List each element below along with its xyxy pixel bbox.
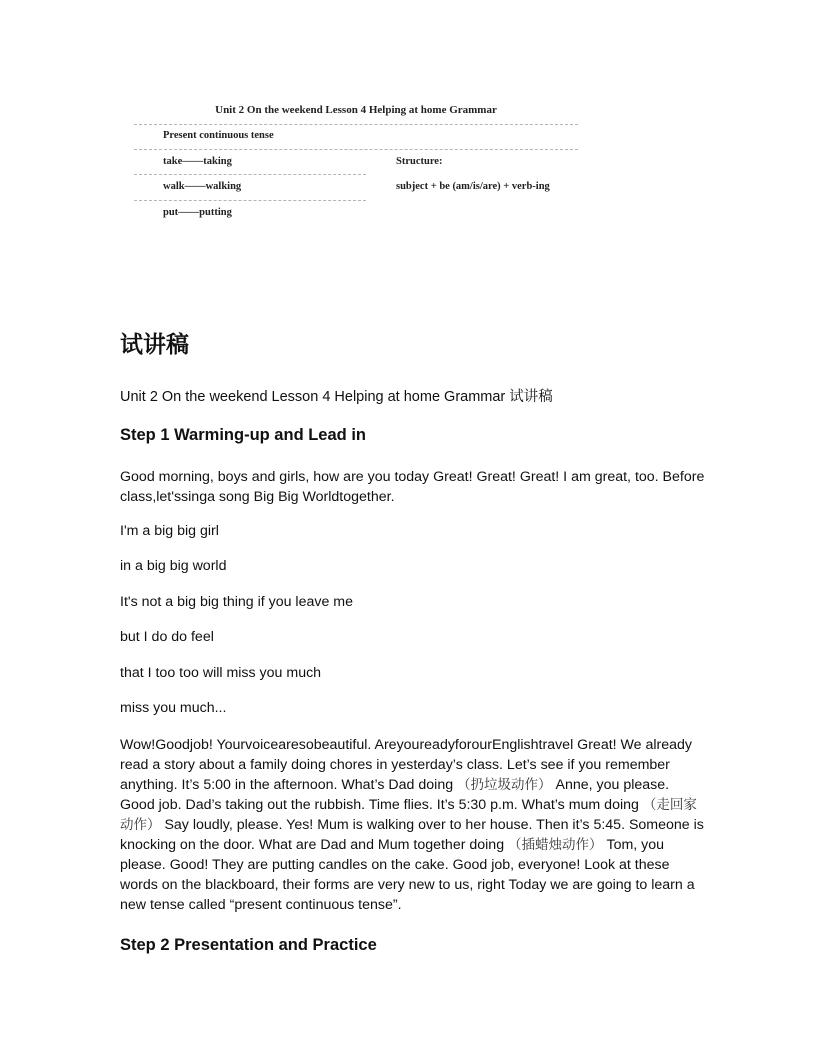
step1-heading: Step 1 Warming-up and Lead in [120, 426, 366, 444]
lyric-line: miss you much... [120, 700, 227, 716]
lyric-line: in a big big world [120, 558, 227, 574]
board-title: Unit 2 On the weekend Lesson 4 Helping at home Grammar [215, 104, 497, 116]
board-topic: Present continuous tense [163, 130, 274, 141]
action-note: （走回家动作） [120, 797, 697, 833]
lyric-line: I'm a big big girl [120, 523, 219, 539]
board-divider [134, 174, 366, 175]
action-note: （插蜡烛动作） [508, 837, 603, 853]
document-title: Unit 2 On the weekend Lesson 4 Helping at home Grammar 试讲稿 [120, 389, 553, 405]
step2-heading: Step 2 Presentation and Practice [120, 936, 377, 954]
page-heading: 试讲稿 [120, 332, 189, 358]
board-word: take——taking [163, 156, 232, 167]
lyric-line: It's not a big big thing if you leave me [120, 594, 353, 610]
story-text: Wow!Goodjob! Yourvoicearesobeautiful. AreyoureadyforourEnglishtravel Great! We already read a story about a family doing chores in yesterday’s class. Let’s see if you remember anything. It’s 5:00 in the afternoon. What’s Dad doing [120, 737, 693, 793]
step1-intro-paragraph: Good morning, boys and girls, how are you today Great! Great! Great! I am great, too. Before class,let'ssinga song Big Big Worldtogether. [120, 469, 705, 505]
board-word: put——putting [163, 207, 232, 218]
board-divider [134, 200, 366, 201]
story-paragraph [120, 735, 705, 915]
board-structure-formula: subject + be (am/is/are) + verb-ing [396, 181, 550, 192]
lyric-line: that I too too will miss you much [120, 665, 322, 681]
blackboard-figure [134, 100, 578, 228]
lyric-line: but I do do feel [120, 629, 214, 645]
story-text: Anne, you please. Good job. Dad’s taking out the rubbish. Time flies. It’s 5:30 p.m. What’s mum doing [120, 777, 670, 813]
board-structure-label: Structure: [396, 156, 443, 167]
board-divider [134, 124, 578, 125]
action-note: （扔垃圾动作） [457, 777, 552, 793]
board-divider [134, 149, 578, 150]
board-word: walk——walking [163, 181, 242, 192]
story-text: Tom, you please. Good! They are putting candles on the cake. Good job, everyone! Look at these words on the blackboard, their forms are very new to us, right Today we are going to learn a new tense called “present continuous tense”. [120, 837, 695, 913]
story-text: Say loudly, please. Yes! Mum is walking over to her house. Then it’s 5:45. Someone is knocking on the door. What are Dad and Mum together doing [120, 817, 704, 853]
